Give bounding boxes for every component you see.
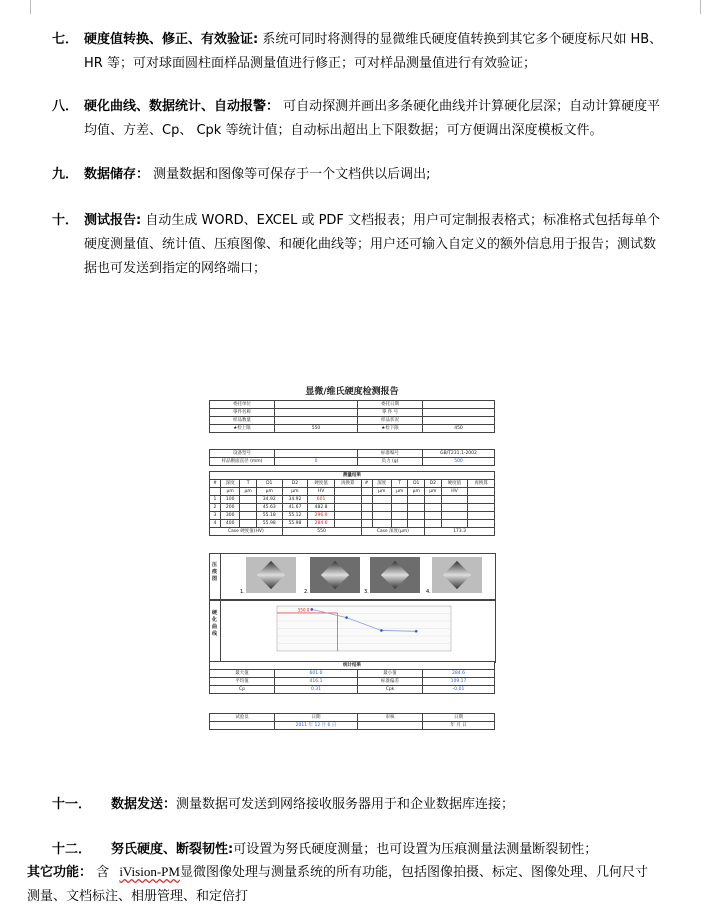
section-number: 八． xyxy=(52,99,79,114)
device-label: 样品断面直径 (mm) xyxy=(210,458,275,466)
section-number: 十． xyxy=(52,213,79,228)
results-col-unit: μm xyxy=(282,488,308,496)
result-cell xyxy=(240,512,257,520)
info-value: 550 xyxy=(275,425,358,433)
data-point xyxy=(380,629,383,632)
results-col-unit: μm xyxy=(220,488,239,496)
indent-photo-1 xyxy=(240,557,296,595)
other-features xyxy=(27,860,707,909)
result-cell: 100 xyxy=(220,496,239,504)
info-label: 样品数量 xyxy=(210,417,275,425)
stat-label: 最小值 xyxy=(358,670,423,678)
section-text: 系统可同时将测得的显微维氏硬度值转换到其它多个硬度标尺如 HB、 xyxy=(262,32,663,47)
device-value: 500 xyxy=(423,458,495,466)
photo-label: 1. xyxy=(240,589,245,595)
result-row xyxy=(210,520,495,528)
case-hv-value: 550 xyxy=(282,528,361,536)
info-value xyxy=(423,409,495,417)
result-cell: 400 xyxy=(220,520,239,528)
result-cell: 34.92 xyxy=(282,496,308,504)
result-cell: 1 xyxy=(210,496,221,504)
results-col-unit: HV xyxy=(308,488,335,496)
result-cell xyxy=(334,520,361,528)
section-text: 自动生成 WORD、EXCEL 或 PDF 文档报表；用户可定制报表格式；标准格式包括每单个 xyxy=(145,213,661,228)
sign-label: 日期 xyxy=(275,714,358,722)
section-number: 九． xyxy=(52,167,79,182)
results-col-unit: μm xyxy=(256,488,282,496)
section-text: 测量数据和图像等可保存于一个文档供以后调出; xyxy=(153,167,431,182)
results-col-header: 深度 xyxy=(372,480,391,488)
section-heading: 数据发送： xyxy=(111,797,177,812)
result-cell: 55.98 xyxy=(282,520,308,528)
result-cell xyxy=(468,520,495,528)
info-label: 委托日期 xyxy=(358,401,423,409)
hardness-curve-chart xyxy=(265,603,455,659)
result-row xyxy=(210,504,495,512)
result-cell xyxy=(468,496,495,504)
stats-title: 统计结果 xyxy=(210,662,495,670)
indent-photo-3 xyxy=(364,557,420,595)
section-heading: 测试报告: xyxy=(84,213,142,228)
section-text: 硬度测量值、统计值、压痕图像、和硬化曲线等；用户还可输入自定义的额外信息用于报告；测试数 xyxy=(84,237,657,252)
device-value: GB/T231.1-2002 xyxy=(423,450,495,458)
section-heading: 数据储存： xyxy=(84,167,150,182)
stat-label: 最大值 xyxy=(210,670,275,678)
info-value: 450 xyxy=(423,425,495,433)
device-label: 负力 (g) xyxy=(358,458,423,466)
results-col-unit xyxy=(334,488,361,496)
result-cell xyxy=(391,504,408,512)
result-cell: 34.92 xyxy=(256,496,282,504)
info-label: 零 件 号 xyxy=(358,409,423,417)
info-value xyxy=(423,401,495,409)
results-col-header: 再换算 xyxy=(334,480,361,488)
results-col-unit: μm xyxy=(391,488,408,496)
photo-label: 4. xyxy=(426,589,431,595)
result-cell xyxy=(425,512,442,520)
threshold-label: 550.0 xyxy=(297,607,310,613)
results-col-unit xyxy=(468,488,495,496)
section-number: 十二． xyxy=(52,842,92,857)
result-cell xyxy=(468,512,495,520)
result-cell xyxy=(441,520,468,528)
result-cell: 55.12 xyxy=(282,512,308,520)
results-col-header: # xyxy=(361,480,372,488)
result-cell xyxy=(372,504,391,512)
result-cell xyxy=(408,512,425,520)
device-label: 设备型号 xyxy=(210,450,275,458)
results-col-header: T xyxy=(391,480,408,488)
report-title: 显微/维氏硬度检测报告 xyxy=(305,387,399,397)
stat-label: Cpk xyxy=(358,686,423,694)
data-point xyxy=(311,608,314,611)
result-cell: 4 xyxy=(210,520,221,528)
curve-section-label: 硬化曲线 xyxy=(212,610,218,637)
indent-section-label: 压痕图 xyxy=(212,562,218,582)
results-col-unit: μm xyxy=(425,488,442,496)
result-cell xyxy=(391,512,408,520)
other-pre: 含 xyxy=(96,865,110,880)
sign-label: 审核 xyxy=(358,714,423,722)
section-text: 可设置为努氏硬度测量；也可设置为压痕测量法测量断裂韧性； xyxy=(233,842,598,857)
indent-photo-4 xyxy=(426,557,482,595)
section-heading: 硬化曲线、数据统计、自动报警： xyxy=(84,99,280,114)
result-cell: 284.6 xyxy=(308,520,335,528)
results-col-unit: μm xyxy=(408,488,425,496)
indent-image-section xyxy=(209,553,496,601)
other-heading: 其它功能： xyxy=(27,865,93,880)
section-text: 据也可发送到指定的网络端口； xyxy=(84,261,267,276)
results-col-header: 再换算 xyxy=(468,480,495,488)
data-point xyxy=(345,616,348,619)
section-number: 七． xyxy=(52,32,79,47)
results-col-header: 硬度值 xyxy=(308,480,335,488)
report-sign-table xyxy=(209,713,495,730)
case-depth-value: 173.3 xyxy=(425,528,495,536)
result-cell: 296.9 xyxy=(308,512,335,520)
section-text: 均值、方差、Cp、 Cpk 等统计值；自动标出超出上下限数据；可方便调出深度模板文件。 xyxy=(84,123,603,138)
results-col-header: D1 xyxy=(256,480,282,488)
report-device-table xyxy=(209,449,495,466)
stat-value: 109.17 xyxy=(423,678,495,686)
indent-photo-2 xyxy=(304,557,360,595)
stat-label: Cp xyxy=(210,686,275,694)
device-value: 0 xyxy=(275,458,358,466)
result-cell: 55.18 xyxy=(256,512,282,520)
result-cell: 45.63 xyxy=(256,504,282,512)
brand-name: iVision-PM xyxy=(119,864,180,879)
info-value xyxy=(275,409,358,417)
section-heading: 努氏硬度、断裂韧性: xyxy=(111,842,234,857)
section-text: 可自动探测并画出多条硬化曲线并计算硬化层深；自动计算硬度平 xyxy=(283,99,661,114)
hardness-report-image xyxy=(209,385,495,735)
device-label: 标准编号 xyxy=(358,450,423,458)
info-value xyxy=(275,417,358,425)
result-cell xyxy=(334,512,361,520)
other-text: 测量、文档标注、相册管理、和定倍打 xyxy=(27,889,249,904)
case-depth-label: Case 深度(μm) xyxy=(361,528,424,536)
result-cell: 2 xyxy=(210,504,221,512)
device-value xyxy=(275,450,358,458)
case-hv-label: Case 硬度值(HV) xyxy=(210,528,283,536)
result-cell xyxy=(441,496,468,504)
result-cell xyxy=(361,504,372,512)
results-col-header: D2 xyxy=(282,480,308,488)
result-cell xyxy=(361,512,372,520)
other-text: 显微图像处理与测量系统的所有功能，包括图像拍摄、标定、图像处理、几何尺寸 xyxy=(179,865,648,880)
result-cell xyxy=(334,496,361,504)
result-cell xyxy=(408,520,425,528)
results-col-unit xyxy=(210,488,221,496)
results-col-unit: μm xyxy=(372,488,391,496)
result-cell xyxy=(240,504,257,512)
result-cell: 3 xyxy=(210,512,221,520)
result-cell xyxy=(425,496,442,504)
photo-label: 2. xyxy=(304,589,309,595)
result-cell xyxy=(391,496,408,504)
sign-date: 2011 年 12 月 6 日 xyxy=(275,722,358,730)
data-point xyxy=(415,630,418,633)
result-cell xyxy=(441,504,468,512)
result-cell xyxy=(425,520,442,528)
result-cell xyxy=(240,520,257,528)
sign-date-blank: 年 月 日 xyxy=(423,722,495,730)
stat-value: -0.01 xyxy=(423,686,495,694)
section-number: 十一． xyxy=(52,797,92,812)
result-cell xyxy=(425,504,442,512)
hardness-curve-section xyxy=(209,599,496,663)
info-label: 委托单位 xyxy=(210,401,275,409)
report-stats-table xyxy=(209,661,495,694)
stat-value: 0.31 xyxy=(275,686,358,694)
info-value xyxy=(423,417,495,425)
result-cell: 482.8 xyxy=(308,504,335,512)
stat-label: 标准偏差 xyxy=(358,678,423,686)
crop-mark-right xyxy=(700,0,701,14)
result-cell xyxy=(391,520,408,528)
info-label: ★检下限 xyxy=(358,425,423,433)
results-col-header: D2 xyxy=(425,480,442,488)
result-cell xyxy=(361,520,372,528)
result-cell xyxy=(468,504,495,512)
result-cell: 601 xyxy=(308,496,335,504)
result-cell xyxy=(372,512,391,520)
result-cell: 200 xyxy=(220,504,239,512)
results-col-header: D1 xyxy=(408,480,425,488)
result-cell: 55.98 xyxy=(256,520,282,528)
result-cell xyxy=(408,496,425,504)
photo-label: 3. xyxy=(364,589,369,595)
result-cell xyxy=(372,496,391,504)
results-col-unit xyxy=(361,488,372,496)
result-row xyxy=(210,512,495,520)
results-col-header: # xyxy=(210,480,221,488)
stat-value: 284.6 xyxy=(423,670,495,678)
info-value xyxy=(275,401,358,409)
report-info-table xyxy=(209,400,495,433)
result-cell: 300 xyxy=(220,512,239,520)
stat-label: 平均值 xyxy=(210,678,275,686)
results-col-header: 硬度值 xyxy=(441,480,468,488)
result-cell: 41.67 xyxy=(282,504,308,512)
result-cell xyxy=(441,512,468,520)
result-cell xyxy=(372,520,391,528)
sign-label: 日期 xyxy=(423,714,495,722)
section-heading: 硬度值转换、修正、有效验证: xyxy=(84,32,259,47)
results-col-unit: HV xyxy=(441,488,468,496)
results-title: 测量结果 xyxy=(210,472,495,480)
results-col-header: 深度 xyxy=(220,480,239,488)
stat-value: 601.0 xyxy=(275,670,358,678)
result-cell xyxy=(408,504,425,512)
info-label: ★检上限 xyxy=(210,425,275,433)
result-cell xyxy=(240,496,257,504)
sign-label: 试验员 xyxy=(210,714,275,722)
report-results-table xyxy=(209,471,495,536)
section-text: 测量数据可发送到网络接收服务器用于和企业数据库连接； xyxy=(176,797,515,812)
result-cell xyxy=(334,504,361,512)
section-text: HR 等；可对球面圆柱面样品测量值进行修正；可对样品测量值进行有效验证； xyxy=(84,56,536,71)
results-col-unit: μm xyxy=(240,488,257,496)
info-label: 零件名称 xyxy=(210,409,275,417)
results-col-header: T xyxy=(240,480,257,488)
stat-value: 416.1 xyxy=(275,678,358,686)
info-label: 样品状况 xyxy=(358,417,423,425)
result-row xyxy=(210,496,495,504)
result-cell xyxy=(361,496,372,504)
crop-mark-left xyxy=(30,0,31,14)
